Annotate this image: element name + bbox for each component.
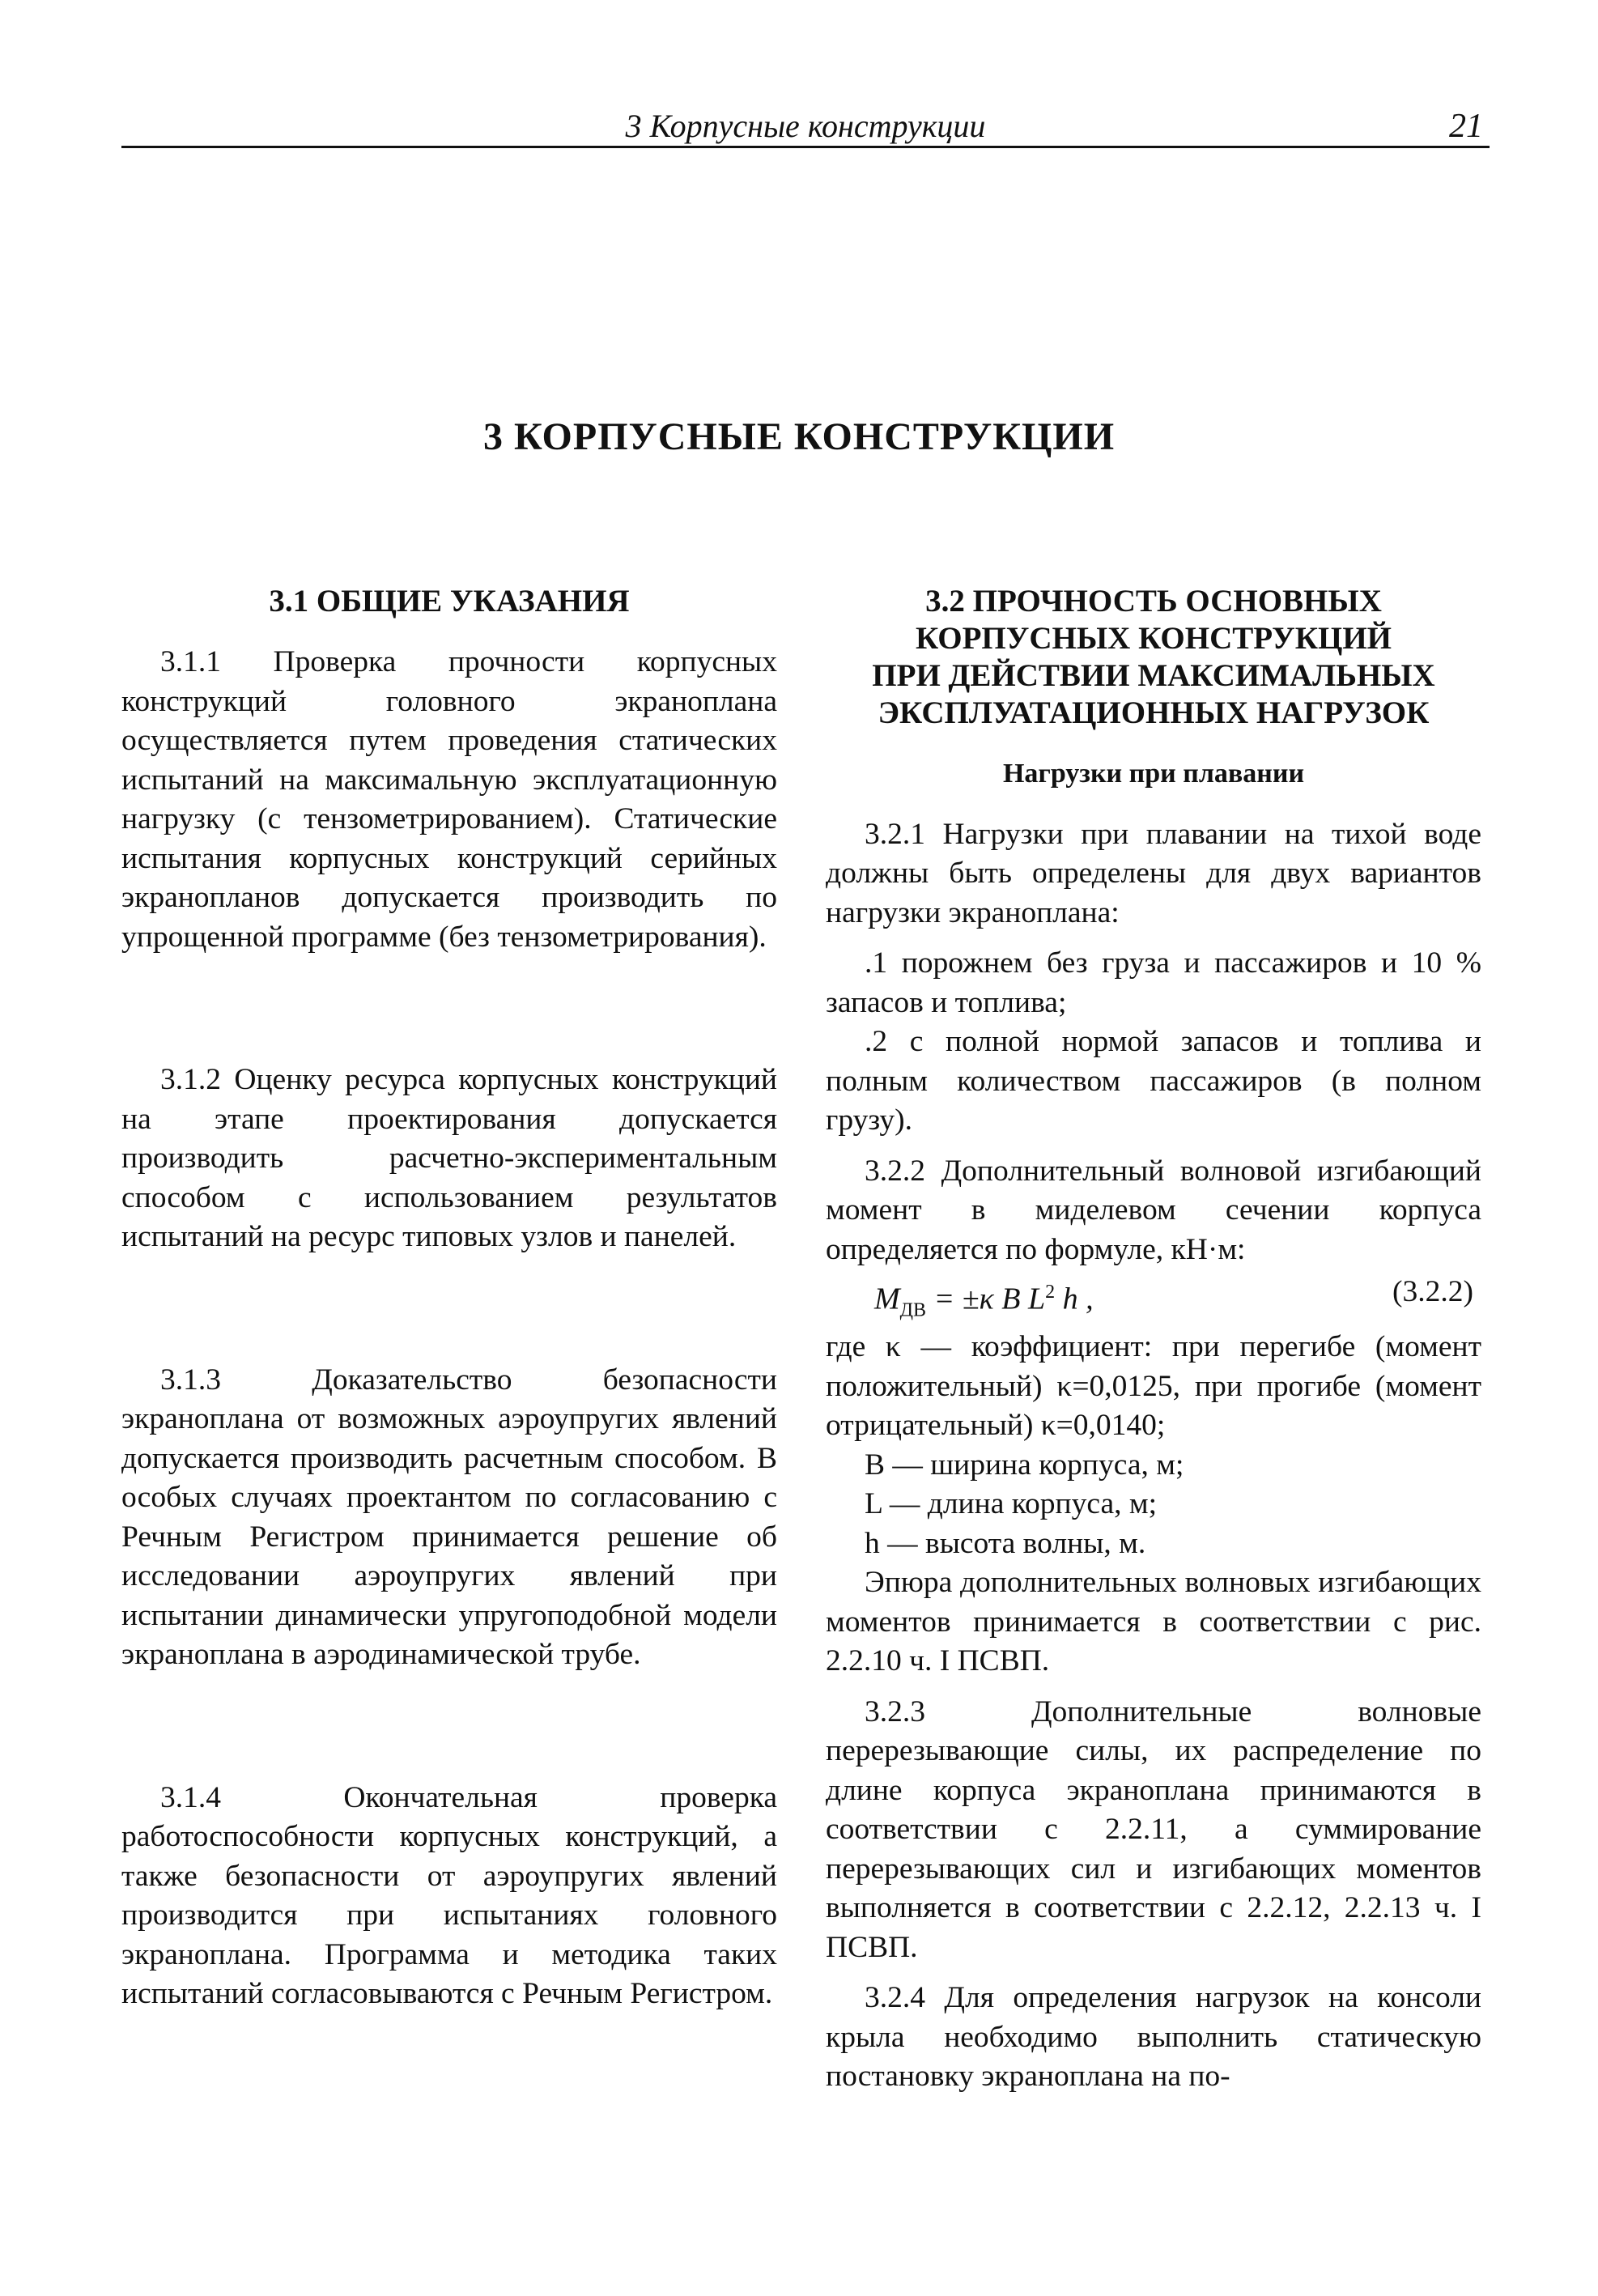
paragraph-text: Доказательство безопасности экраноплана от возможных аэроупругих явлений допускается производить расчетным способом. В особых случаях проектантом по согласованию с Речным Регистром принимается решение об исследовании аэроупругих явлений при испытании динамически упругоподобной модели экраноплана в аэродинамической трубе. bbox=[121, 1363, 777, 1671]
page-number: 21 bbox=[1449, 108, 1483, 145]
symbol-l-definition: L — длина корпуса, м; bbox=[865, 1487, 1157, 1520]
clause-number: 3.1.1 bbox=[160, 645, 221, 678]
heading-line: КОРПУСНЫХ КОНСТРУКЦИЙ bbox=[915, 621, 1392, 656]
heading-line: ЭКСПЛУАТАЦИОННЫХ НАГРУЗОК bbox=[878, 695, 1430, 730]
heading-line: ПРИ ДЕЙСТВИИ МАКСИМАЛЬНЫХ bbox=[872, 658, 1435, 693]
paragraph-text: Окончательная проверка работоспособности корпусных конструкций, а также безопасности от аэроупругих явлений производится при испытаниях головного экраноплана. Программа и методика таких испытаний согласовываются с Речным Регистром. bbox=[121, 1780, 777, 2010]
paragraph-epure: Эпюра дополнительных волновых изгибающих моментов принимается в соответствии с рис. 2.2.10 ч. I ПСВП. bbox=[826, 1566, 1481, 1677]
paragraph-3-1-4 bbox=[121, 1779, 777, 2014]
clause-number: 3.2.1 bbox=[865, 817, 925, 851]
formula-expression bbox=[874, 1273, 1094, 1330]
formula-superscript: 2 bbox=[1045, 1282, 1056, 1303]
heading-line: 3.2 ПРОЧНОСТЬ ОСНОВНЫХ bbox=[925, 584, 1382, 619]
symbol-b-definition: B — ширина корпуса, м; bbox=[865, 1448, 1184, 1482]
symbol-h-definition: h — высота волны, м. bbox=[865, 1526, 1146, 1560]
right-column bbox=[826, 583, 1481, 2097]
item-text: порожнем без груза и пассажиров и 10 % запасов и топлива; bbox=[826, 946, 1481, 1019]
formula-rhs: = ±κ B L bbox=[926, 1282, 1046, 1316]
clause-number: 3.2.2 bbox=[865, 1154, 925, 1188]
formula-rhs-end: h , bbox=[1055, 1282, 1094, 1316]
paragraph-text: Для определения нагрузок на консоли крыла необходимо выполнить статическую постановку экраноплана на по- bbox=[826, 1981, 1481, 2093]
paragraph-text: Дополнительные волновые перерезывающие силы, их распределение по длине корпуса экраноплана принимаются в соответствии с 2.2.11, а суммирование перерезывающих сил и изгибающих моментов выполняется в соответствии с 2.2.12, 2.2.13 ч. I ПСВП. bbox=[826, 1694, 1481, 1964]
paragraph-3-2-3 bbox=[826, 1693, 1481, 1968]
left-column bbox=[121, 583, 777, 2014]
paragraph-text: Дополнительный волновой изгибающий момент в миделевом сечении корпуса определяется по формуле, кН·м: bbox=[826, 1154, 1481, 1266]
paragraph-3-1-1 bbox=[121, 643, 777, 957]
paragraph-text: Оценку ресурса корпусных конструкций на этапе проектирования допускается производить расчетно-экспериментальным способом с использованием результатов испытаний на ресурс типовых узлов и панелей. bbox=[121, 1063, 777, 1253]
item-number: .2 bbox=[865, 1025, 888, 1058]
formula-lhs: M bbox=[874, 1282, 900, 1316]
paragraph-3-1-2 bbox=[121, 1061, 777, 1257]
subheading-loads-afloat: Нагрузки при плавании bbox=[1002, 759, 1305, 789]
formula-3-2-2 bbox=[826, 1273, 1481, 1321]
list-item-2 bbox=[826, 1023, 1481, 1141]
formula-subscript: ДВ bbox=[899, 1299, 927, 1321]
paragraph-3-2-4 bbox=[826, 1979, 1481, 2097]
paragraph-text: Нагрузки при плавании на тихой воде должны быть определены для двух вариантов нагрузки экраноплана: bbox=[826, 817, 1481, 929]
clause-number: 3.1.3 bbox=[160, 1363, 221, 1397]
paragraph-3-1-3 bbox=[121, 1361, 777, 1675]
list-item-1 bbox=[826, 944, 1481, 1023]
section-heading-3-2 bbox=[826, 583, 1481, 732]
paragraph-3-2-2 bbox=[826, 1152, 1481, 1270]
formula-number: (3.2.2) bbox=[1392, 1275, 1473, 1308]
item-number: .1 bbox=[865, 946, 888, 980]
formula-explanation: где κ — коэффициент: при перегибе (момент положительный) κ=0,0125, при прогибе (момент отрицательный) κ=0,0140; bbox=[826, 1330, 1481, 1442]
clause-number: 3.2.3 bbox=[865, 1694, 925, 1728]
section-heading-3-1: 3.1 ОБЩИЕ УКАЗАНИЯ bbox=[269, 584, 630, 619]
paragraph-text: Проверка прочности корпусных конструкций головного экраноплана осуществляется путем проведения статических испытаний на максимальную эксплуатационную нагрузку (с тензометрированием). Статические испытания корпусных конструкций серийных экранопланов допускается производить по упрощенной программе (без тензометрирования). bbox=[121, 645, 777, 954]
chapter-title: 3 КОРПУСНЫЕ КОНСТРУКЦИИ bbox=[482, 415, 1116, 458]
clause-number: 3.1.2 bbox=[160, 1063, 221, 1096]
running-header bbox=[121, 105, 1490, 148]
running-title: 3 Корпусные конструкции bbox=[625, 108, 986, 144]
clause-number: 3.1.4 bbox=[160, 1780, 221, 1814]
clause-number: 3.2.4 bbox=[865, 1981, 925, 2014]
paragraph-3-2-1 bbox=[826, 815, 1481, 933]
item-text: с полной нормой запасов и топлива и полным количеством пассажиров (в полном грузу). bbox=[826, 1025, 1481, 1137]
